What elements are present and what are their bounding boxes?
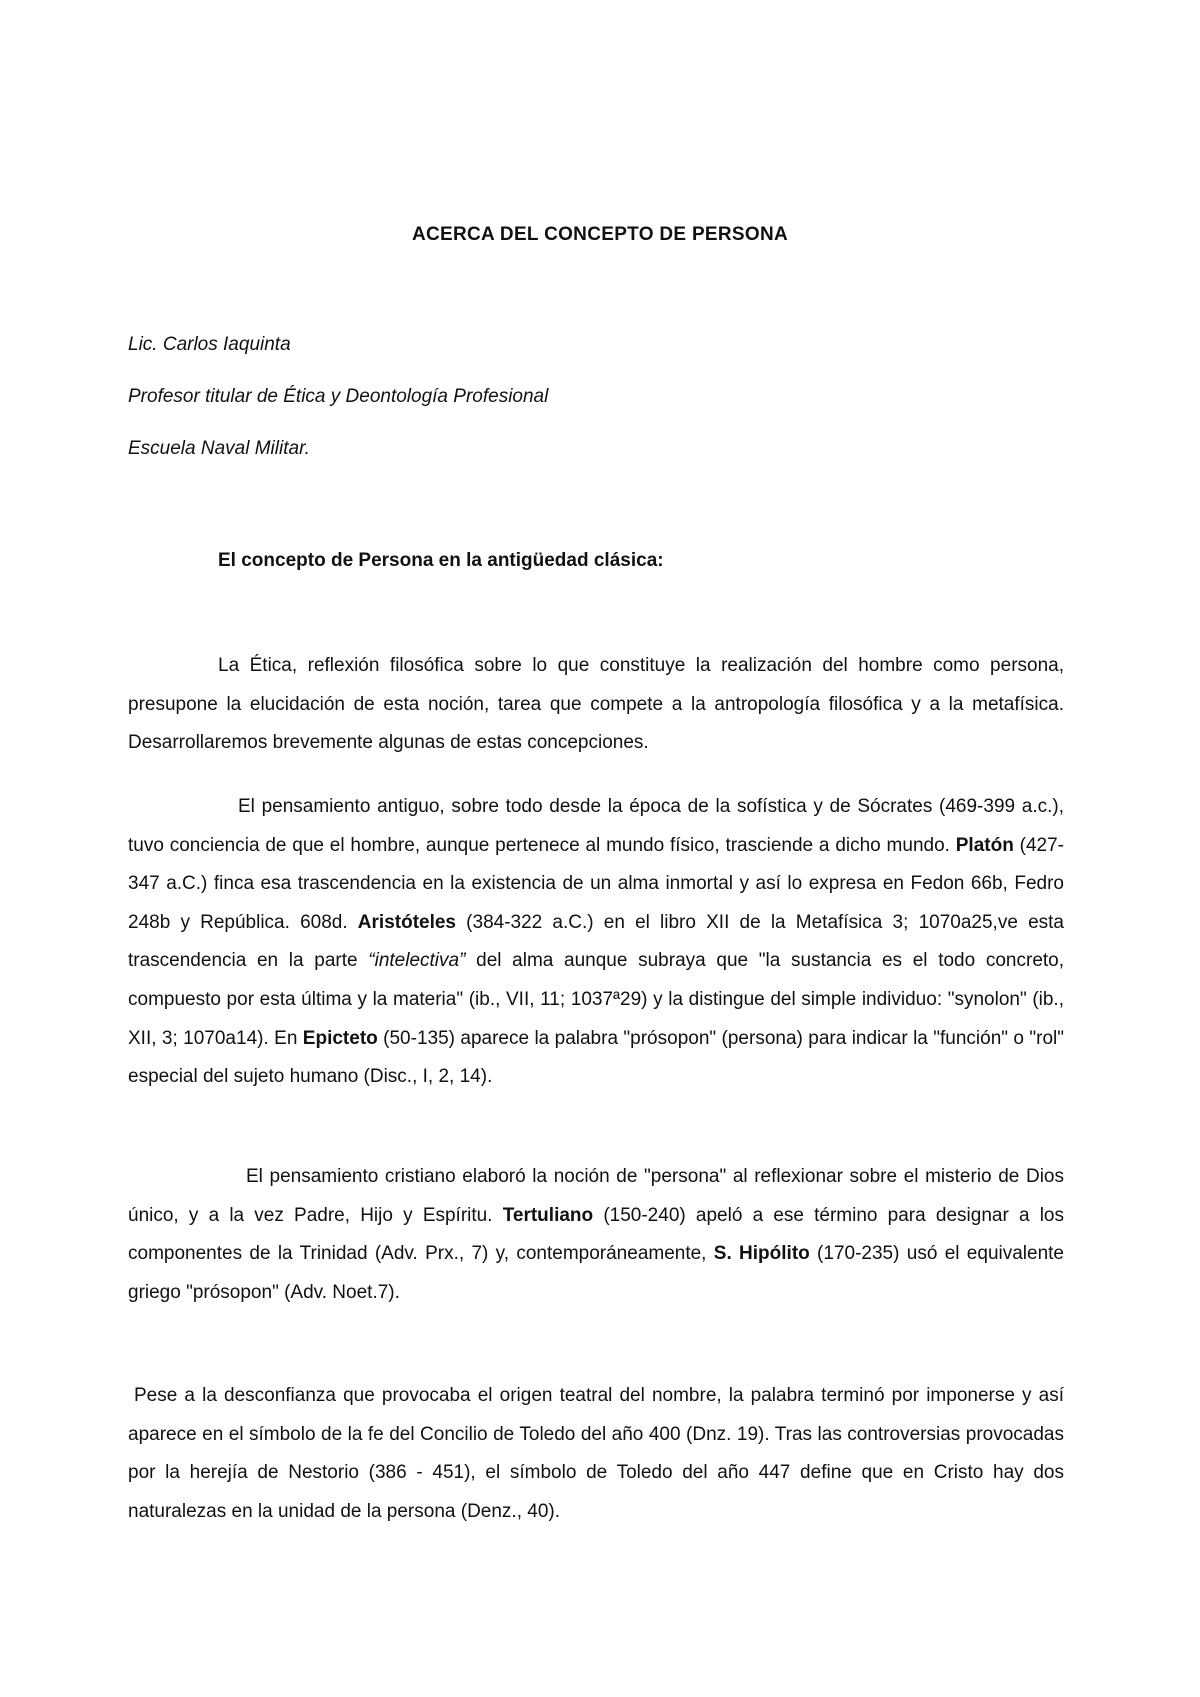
term-intelectiva: “intelectiva” (368, 950, 466, 972)
name-epicteto: Epicteto (302, 1027, 378, 1049)
paragraph-3 (128, 1158, 1064, 1312)
paragraph-2 (128, 788, 1064, 1097)
paragraph-1-text: La Ética, reflexión filosófica sobre lo que constituye la realización del hombre como persona, presupone la elucidación de esta noción, tarea que compete a la antropología filosófica y a la metafísica. Desarrollaremos brevemente algunas de estas concepciones. (128, 655, 1064, 754)
name-hipolito: S. Hipólito (713, 1243, 810, 1265)
paragraph-2-text-4: del alma aunque subraya que "la sustancia es el todo concreto, compuesto por esta última y la materia" (ib., VII, 11; 1037ª29) y la distingue del simple individuo: "synolon" (ib., XII, 3; 1070a14). En (128, 950, 1065, 1049)
paragraph-1 (128, 647, 1064, 763)
author-name: Lic. Carlos Iaquinta (128, 334, 291, 355)
paragraph-4-text: Pese a la desconfianza que provocaba el origen teatral del nombre, la palabra terminó por imponerse y así aparece en el símbolo de la fe del Concilio de Toledo del año 400 (Dnz. 19). Tras las controversias provocadas por la herejía de Nestorio (386 - 451), el símbolo de Toledo del año 447 define que en Cristo hay dos naturalezas en la unidad de la persona (Denz., 40). (128, 1385, 1064, 1522)
author-institution: Escuela Naval Militar. (128, 438, 310, 459)
paragraph-2-text-5: (50-135) aparece la palabra "prósopon" (persona) para indicar la "función" o "rol" especial del sujeto humano (Disc., I, 2, 14). (128, 1027, 1064, 1088)
paragraph-3-text-2: (150-240) apeló a ese término para designar a los componentes de la Trinidad (Adv. Prx., 7) y, contemporáneamente, (128, 1204, 1064, 1265)
paragraph-2-text-3: (384-322 a.C.) en el libro XII de la Metafísica 3; 1070a25,ve esta trascendencia en la parte (128, 911, 1064, 972)
paragraph-3-text-3: (170-235) usó el equivalente griego "prósopon" (Adv. Noet.7). (128, 1243, 1064, 1303)
paragraph-4 (128, 1377, 1064, 1531)
paragraph-2-text-1: El pensamiento antiguo, sobre todo desde la época de la sofística y de Sócrates (469-399 a.c.), tuvo conciencia de que el hombre, aunque pertenece al mundo físico, trasciende a dicho mundo. (128, 796, 1064, 856)
paragraph-3-text-1: El pensamiento cristiano elaboró la noción de "persona" al reflexionar sobre el misterio de Dios único, y a la vez Padre, Hijo y Espíritu. (128, 1166, 1064, 1226)
section-title: El concepto de Persona en la antigüedad clásica: (218, 550, 664, 571)
paragraph-2-text-2: (427- 347 a.C.) finca esa trascendencia en la existencia de un alma inmortal y así lo expresa en Fedon 66b, Fedro 248b y República. 608d. (128, 834, 1064, 933)
name-aristoteles: Aristóteles (357, 911, 456, 933)
name-tertuliano: Tertuliano (502, 1204, 594, 1226)
document-title: ACERCA DEL CONCEPTO DE PERSONA (411, 224, 789, 245)
author-position: Profesor titular de Ética y Deontología Profesional (128, 386, 549, 407)
name-platon: Platón (955, 834, 1014, 856)
